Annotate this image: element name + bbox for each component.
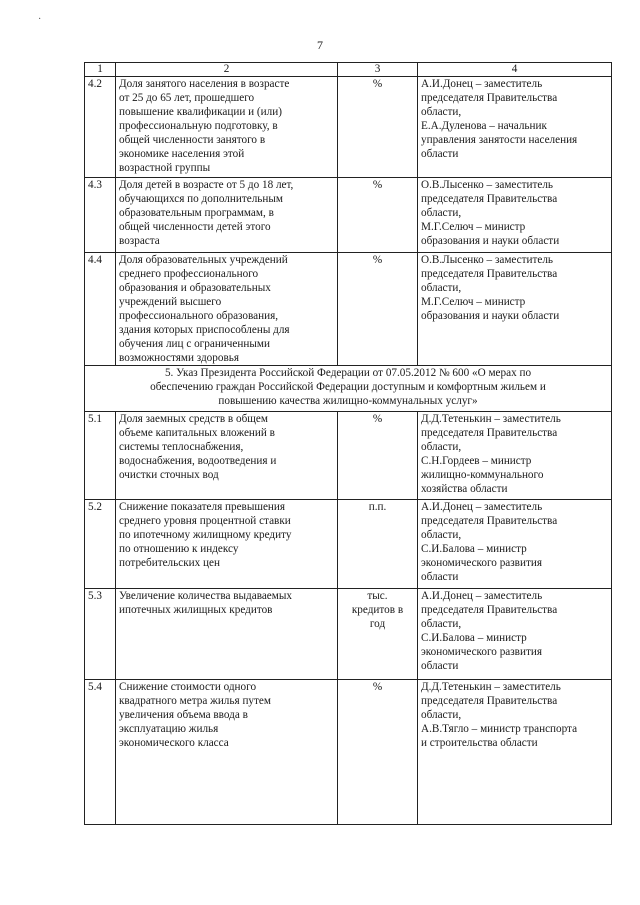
unit-text: %: [338, 178, 418, 253]
table-row: [85, 412, 612, 500]
row-number: 4.4: [85, 253, 116, 366]
header-cell-2: 2: [116, 63, 338, 77]
responsible-text: Д.Д.Тетенькин – заместитель председателя Правительства области, С.Н.Гордеев – министр жилищно-коммунального хозяйства области: [418, 412, 612, 500]
row-number: 5.2: [85, 500, 116, 589]
section-row: [85, 366, 612, 412]
table-row: [85, 253, 612, 366]
indicator-text: Доля заемных средств в общем объеме капитальных вложений в системы теплоснабжения, водоснабжения, водоотведения и очистки сточных вод: [116, 412, 338, 500]
indicator-text: Увеличение количества выдаваемых ипотечных жилищных кредитов: [116, 589, 338, 680]
unit-text: %: [338, 77, 418, 178]
table-row: [85, 500, 612, 589]
indicator-text: Снижение показателя превышения среднего уровня процентной ставки по ипотечному жилищному кредиту по отношению к индексу потребительских цен: [116, 500, 338, 589]
section-title: 5. Указ Президента Российской Федерации от 07.05.2012 № 600 «О мерах по обеспечению граждан Российской Федерации доступным и комфортным жильем и повышению качества жилищно-коммунальных услуг»: [85, 366, 612, 412]
responsible-text: А.И.Донец – заместитель председателя Правительства области, С.И.Балова – министр экономического развития области: [418, 589, 612, 680]
header-cell-1: 1: [85, 63, 116, 77]
row-number: 4.2: [85, 77, 116, 178]
unit-text: тыс. кредитов в год: [338, 589, 418, 680]
table-row: [85, 589, 612, 680]
row-number: 4.3: [85, 178, 116, 253]
scan-mark: ·: [38, 14, 42, 25]
indicator-text: Снижение стоимости одного квадратного метра жилья путем увеличения объема ввода в эксплуатацию жилья экономического класса: [116, 680, 338, 825]
table-row: [85, 178, 612, 253]
header-cell-3: 3: [338, 63, 418, 77]
responsible-text: О.В.Лысенко – заместитель председателя Правительства области, М.Г.Селюч – министр образования и науки области: [418, 178, 612, 253]
indicator-text: Доля детей в возрасте от 5 до 18 лет, обучающихся по дополнительным образовательным программам, в общей численности детей этого возраста: [116, 178, 338, 253]
row-number: 5.1: [85, 412, 116, 500]
row-number: 5.4: [85, 680, 116, 825]
table-header-row: [85, 63, 612, 77]
responsible-text: А.И.Донец – заместитель председателя Правительства области, С.И.Балова – министр экономического развития области: [418, 500, 612, 589]
indicator-text: Доля занятого населения в возрасте от 25 до 65 лет, прошедшего повышение квалификации и (или) профессиональную подготовку, в общей численности занятого в экономике населения этой возрастной группы: [116, 77, 338, 178]
table-row: [85, 77, 612, 178]
indicator-text: Доля образовательных учреждений среднего профессионального образования и образовательных учреждений высшего профессионального образования, здания которых приспособлены для обучения лиц с ограниченными возможностями здоровья: [116, 253, 338, 366]
page-number: 7: [317, 38, 323, 52]
unit-text: %: [338, 253, 418, 366]
unit-text: %: [338, 680, 418, 825]
unit-text: %: [338, 412, 418, 500]
responsible-text: О.В.Лысенко – заместитель председателя Правительства области, М.Г.Селюч – министр образования и науки области: [418, 253, 612, 366]
table-row: [85, 680, 612, 825]
header-cell-4: 4: [418, 63, 612, 77]
responsible-text: А.И.Донец – заместитель председателя Правительства области, Е.А.Дуленова – начальник управления занятости населения области: [418, 77, 612, 178]
responsible-text: Д.Д.Тетенькин – заместитель председателя Правительства области, А.В.Тягло – министр транспорта и строительства области: [418, 680, 612, 825]
row-number: 5.3: [85, 589, 116, 680]
indicators-table: [84, 62, 612, 825]
unit-text: п.п.: [338, 500, 418, 589]
